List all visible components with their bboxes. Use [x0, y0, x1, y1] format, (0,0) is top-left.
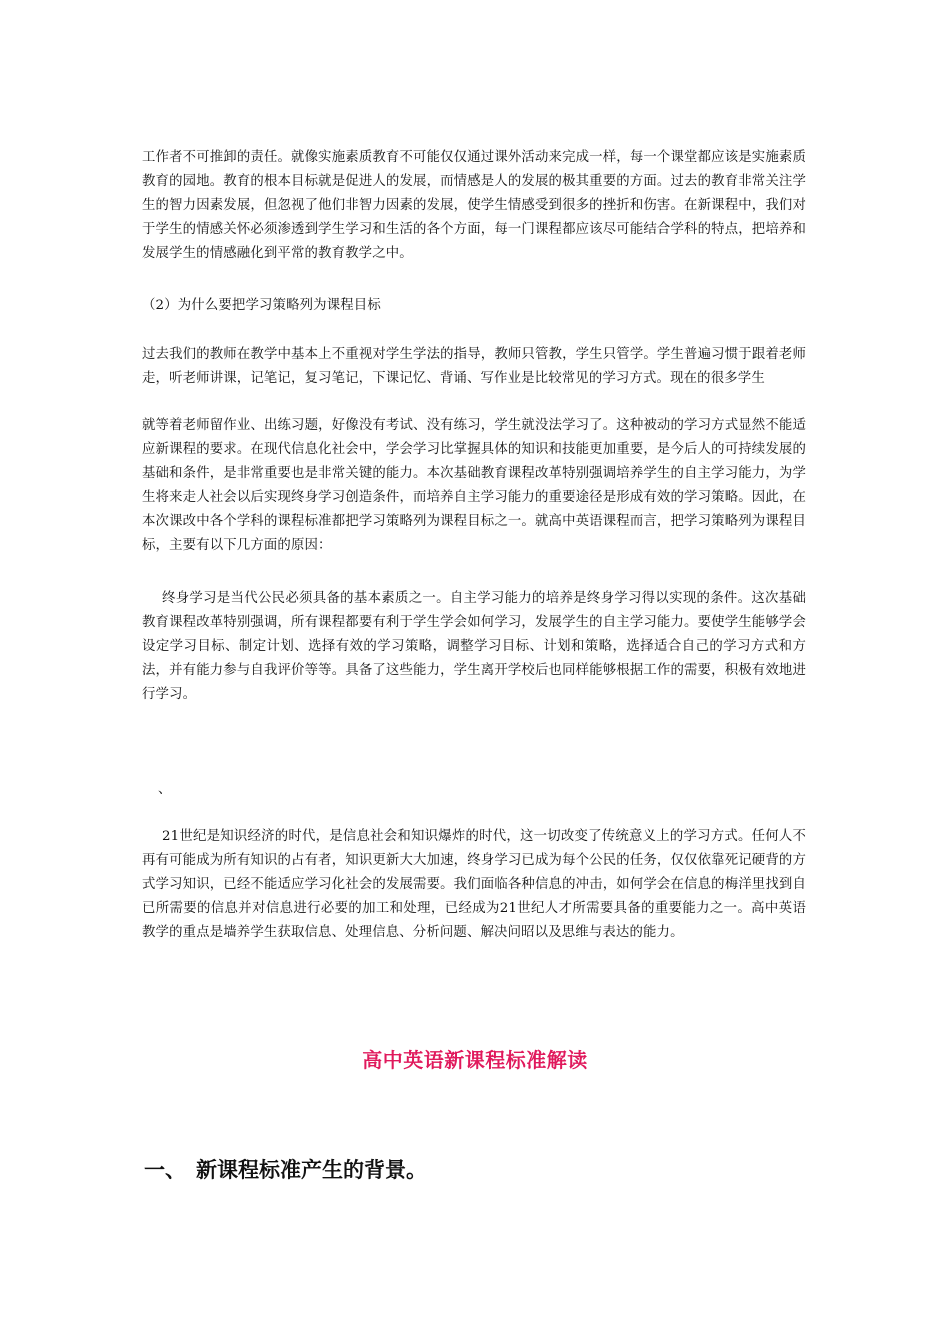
- body-paragraph-knowledge-economy: 21世纪是知识经济的时代，是信息社会和知识爆炸的时代，这一切改变了传统意义上的学习方式。任何人不再有可能成为所有知识的占有者，知识更新大大加速，终身学习已成为每个公民的任务，仅仅依靠死记硬背的方式学习知识，已经不能适应学习化社会的发展需要。我们面临各种信息的冲击，如何学会在信息的梅洋里找到自已所需要的信息并对信息进行必要的加工和处理，已经成为21世纪人才所需要具备的重要能力之一。高中英语教学的重点是墙养学生获取信息、处理信息、分析问题、解决问昭以及思维与表达的能力。: [142, 829, 806, 940]
- subheading-learning-strategies: （2）为什么要把学习策略列为课程目标: [142, 298, 381, 313]
- body-paragraph-emotional-education: 工作者不可推卸的责任。就像实施素质教育不可能仅仅通过课外活动来完成一样，每一个课堂都应该是实施素质教育的园地。教育的根本目标就是促进人的发展，而情感是人的发展的极其重要的方面。过去的教育非常关注学生的智力因素发展，但忽视了他们非智力因素的发展，使学生情感受到很多的挫折和伤害。在新课程中，我们对于学生的情感关怀必须渗透到学生学习和生活的各个方面，每一门课程都应该尽可能结合学科的特点，把培养和发展学生的情感融化到平常的教育教学之中。: [142, 150, 806, 261]
- body-paragraph-passive-learning: 就等着老师留作业、出练习题，好像没有考试、没有练习，学生就没法学习了。这种被动的学习方式显然不能适应新课程的要求。在现代信息化社会中，学会学习比掌握具体的知识和技能更加重要，是今后人的可持续发展的基础和条件，是非常重要也是非常关键的能力。本次基础教育课程改革特别强调培养学生的自主学习能力，为学生将来走人社会以后实现终身学习创造条件，而培养自主学习能力的重要途径是形成有效的学习策略。因此，在本次课改中各个学科的课程标准都把学习策略列为课程目标之一。就高中英语课程而言，把学习策略列为课程目标，主要有以下几方面的原因：: [142, 418, 806, 553]
- section-number: 一、: [144, 1157, 186, 1182]
- section-heading: [144, 1152, 427, 1188]
- separator-mark: 、: [158, 782, 172, 797]
- document-title: 高中英语新课程标准解读: [362, 1048, 588, 1072]
- body-paragraph-past-teaching: 过去我们的教师在教学中基本上不重视对学生学法的指导，教师只管教，学生只管学。学生普遍习惯于跟着老师走，听老师讲课，记笔记，复习笔记，下课记忆、背诵、写作业是比较常见的学习方式。现在的很多学生: [142, 347, 806, 386]
- body-paragraph-lifelong-learning: 终身学习是当代公民必须具备的基本素质之一。自主学习能力的培养是终身学习得以实现的条件。这次基础教育课程改革特别强调，所有课程都要有利于学生学会如何学习，发展学生的自主学习能力。要使学生能够学会设定学习目标、制定计划、选择有效的学习策略，调整学习目标、计划和策略，选择适合自己的学习方式和方法，并有能力参与自我评价等等。具备了这些能力，学生离开学校后也同样能够根据工作的需要，积极有效地进行学习。: [142, 591, 806, 702]
- section-title: 新课程标准产生的背景。: [196, 1157, 427, 1182]
